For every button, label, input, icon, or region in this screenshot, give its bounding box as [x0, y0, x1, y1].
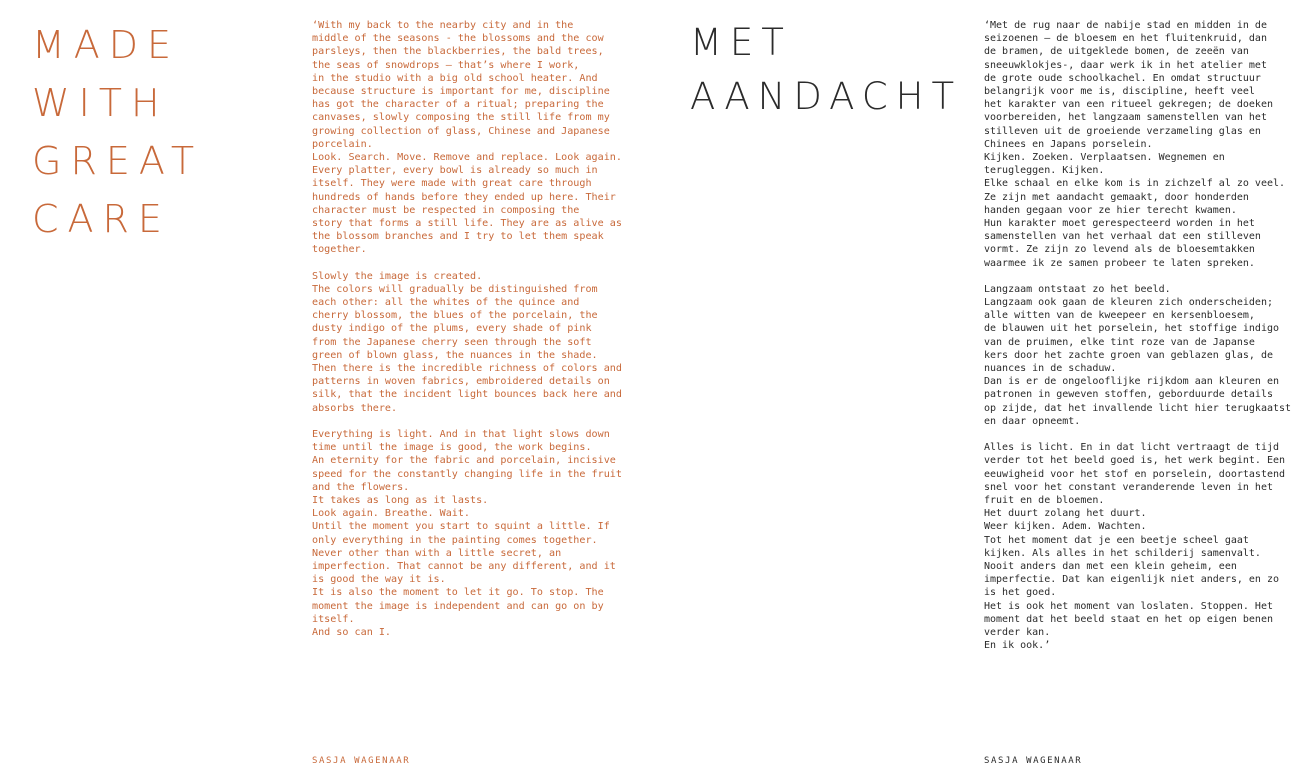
- text-line: the seas of snowdrops – that’s where I work,: [312, 59, 580, 71]
- text-line: waarmee ik ze samen probeer te laten spreken.: [984, 257, 1255, 269]
- text-line: verder tot het beeld goed is, het werk begint. Een: [984, 455, 1286, 467]
- text-line: Every platter, every bowl is already so much in: [312, 165, 598, 177]
- text-line: only everything in the painting comes together.: [312, 534, 598, 546]
- text-line: time until the image is good, the work begins.: [312, 442, 592, 454]
- dutch-title: [690, 16, 962, 124]
- text-line: En ik ook.’: [984, 640, 1051, 652]
- text-line: op zijde, dat het invallende licht hier terugkaatst: [984, 402, 1292, 414]
- text-line: terugleggen. Kijken.: [984, 165, 1105, 177]
- text-line: And so can I.: [312, 626, 392, 638]
- text-line: from the Japanese cherry seen through the soft: [312, 336, 592, 348]
- english-title: [32, 16, 203, 248]
- text-line: dusty indigo of the plums, every shade of pink: [312, 323, 592, 335]
- text-line: because structure is important for me, discipline: [312, 86, 610, 98]
- text-line: story that forms a still life. They are as alive as: [312, 218, 622, 230]
- text-line: seizoenen – de bloesem en het fluitenkruid, dan: [984, 33, 1267, 45]
- text-line: Then there is the incredible richness of colors and: [312, 363, 622, 375]
- text-line: Nooit anders dan met een klein geheim, een: [984, 560, 1237, 572]
- text-line: Elke schaal en elke kom is in zichzelf al zo veel.: [984, 178, 1286, 190]
- text-line: parsleys, then the blackberries, the bald trees,: [312, 46, 604, 58]
- paragraph: [984, 283, 1303, 428]
- text-line: het karakter van een ritueel gekregen; de doeken: [984, 99, 1273, 111]
- text-line: is het goed.: [984, 587, 1057, 599]
- text-line: kers door het zachte groen van geblazen glas, de: [984, 349, 1273, 361]
- title-line: MET: [690, 21, 792, 64]
- paragraph: [984, 19, 1303, 270]
- text-line: de bramen, de uitgeklede bomen, de zeeën van: [984, 46, 1249, 58]
- text-line: Kijken. Zoeken. Verplaatsen. Wegnemen en: [984, 152, 1225, 164]
- text-line: character must be respected in composing the: [312, 204, 580, 216]
- text-line: van de pruimen, elke tint roze van de Japanse: [984, 336, 1255, 348]
- text-line: verder kan.: [984, 626, 1051, 638]
- text-line: speed for the constantly changing life in the fruit: [312, 468, 622, 480]
- title-line: WITH: [32, 81, 169, 125]
- text-line: handen gegaan voor ze hier terecht kwamen.: [984, 204, 1237, 216]
- text-line: green of blown glass, the nuances in the shade.: [312, 349, 598, 361]
- text-line: Langzaam ook gaan de kleuren zich onderscheiden;: [984, 297, 1273, 309]
- title-line: CARE: [32, 197, 171, 241]
- text-line: Never other than with a little secret, an: [312, 547, 562, 559]
- text-line: ‘Met de rug naar de nabije stad en midden in de: [984, 20, 1267, 31]
- text-line: Het is ook het moment van loslaten. Stoppen. Het: [984, 600, 1273, 612]
- text-line: de grote oude schoolkachel. En omdat structuur: [984, 72, 1261, 84]
- text-line: fruit en de bloemen.: [984, 494, 1105, 506]
- text-line: eeuwigheid voor het stof en porselein, doortastend: [984, 468, 1286, 480]
- text-line: moment dat het beeld staat en het op eigen benen: [984, 613, 1273, 625]
- text-line: cherry blossom, the blues of the porcelain, the: [312, 310, 598, 322]
- title-line: GREAT: [32, 139, 204, 183]
- dutch-body: [984, 19, 1303, 665]
- text-line: ‘With my back to the nearby city and in the: [312, 20, 574, 31]
- text-line: Look again. Breathe. Wait.: [312, 508, 471, 520]
- paragraph: [984, 441, 1303, 652]
- text-line: imperfection. That cannot be any different, and it: [312, 560, 616, 572]
- text-line: Look. Search. Move. Remove and replace. Look again.: [312, 152, 622, 164]
- text-line: Until the moment you start to squint a little. If: [312, 521, 610, 533]
- text-line: in the studio with a big old school heater. And: [312, 72, 598, 84]
- text-line: Hun karakter moet gerespecteerd worden in het: [984, 218, 1255, 230]
- text-line: hundreds of hands before they ended up here. Their: [312, 191, 616, 203]
- text-line: belangrijk voor me is, discipline, heeft veel: [984, 86, 1255, 98]
- text-line: en daar opneemt.: [984, 415, 1081, 427]
- text-line: vormt. Ze zijn zo levend als de bloesemtakken: [984, 244, 1255, 256]
- text-line: imperfectie. Dat kan eigenlijk niet anders, en zo: [984, 574, 1280, 586]
- text-line: canvases, slowly composing the still life from my: [312, 112, 610, 124]
- text-line: Dan is er de ongelooflijke rijkdom aan kleuren en: [984, 376, 1280, 388]
- text-line: stilleven uit de groeiende verzameling glas en: [984, 125, 1261, 137]
- text-line: itself. They were made with great care through: [312, 178, 592, 190]
- text-line: and the flowers.: [312, 481, 410, 493]
- text-line: Het duurt zolang het duurt.: [984, 508, 1147, 520]
- text-line: middle of the seasons - the blossoms and the cow: [312, 33, 604, 45]
- text-line: Tot het moment dat je een beetje scheel gaat: [984, 534, 1249, 546]
- text-line: has got the character of a ritual; preparing the: [312, 99, 604, 111]
- dutch-signature: SASJA WAGENAAR: [984, 756, 1083, 766]
- text-line: Everything is light. And in that light slows down: [312, 428, 610, 440]
- text-line: together.: [312, 244, 367, 256]
- text-line: each other: all the whites of the quince and: [312, 297, 580, 309]
- text-line: absorbs there.: [312, 402, 398, 414]
- text-line: silk, that the incident light bounces back here and: [312, 389, 622, 401]
- text-line: An eternity for the fabric and porcelain, incisive: [312, 455, 616, 467]
- english-body: [312, 19, 636, 652]
- text-line: patronen in geweven stoffen, geborduurde details: [984, 389, 1273, 401]
- text-line: Slowly the image is created.: [312, 270, 483, 282]
- text-line: kijken. Als alles in het schilderij samenvalt.: [984, 547, 1261, 559]
- paragraph: [312, 19, 636, 257]
- text-line: the blossom branches and I try to let them speak: [312, 231, 604, 243]
- text-line: moment the image is independent and can go on by: [312, 600, 604, 612]
- text-line: Chinees en Japans porselein.: [984, 138, 1153, 150]
- text-line: Weer kijken. Adem. Wachten.: [984, 521, 1147, 533]
- text-line: It takes as long as it lasts.: [312, 494, 489, 506]
- title-line: AANDACHT: [690, 75, 963, 118]
- paragraph: [312, 270, 636, 415]
- text-line: patterns in woven fabrics, embroidered details on: [312, 376, 610, 388]
- paragraph: [312, 428, 636, 639]
- text-line: alle witten van de kweepeer en kersenbloesem,: [984, 310, 1255, 322]
- text-line: porcelain.: [312, 138, 373, 150]
- text-line: snel voor het constant veranderende leven in het: [984, 481, 1273, 493]
- text-line: nuances in de schaduw.: [984, 363, 1117, 375]
- text-line: voorbereiden, het langzaam samenstellen van het: [984, 112, 1267, 124]
- title-line: MADE: [32, 23, 181, 67]
- text-line: de blauwen uit het porselein, het stoffige indigo: [984, 323, 1280, 335]
- text-line: samenstellen van het verhaal dat een stilleven: [984, 231, 1261, 243]
- text-line: is good the way it is.: [312, 574, 446, 586]
- text-line: The colors will gradually be distinguished from: [312, 283, 598, 295]
- text-line: sneeuwklokjes-, daar werk ik in het atelier met: [984, 59, 1267, 71]
- text-line: It is also the moment to let it go. To stop. The: [312, 587, 604, 599]
- text-line: Alles is licht. En in dat licht vertraagt de tijd: [984, 442, 1280, 454]
- english-signature: SASJA WAGENAAR: [312, 756, 411, 766]
- text-line: growing collection of glass, Chinese and Japanese: [312, 125, 610, 137]
- text-line: Langzaam ontstaat zo het beeld.: [984, 283, 1171, 295]
- text-line: Ze zijn met aandacht gemaakt, door honderden: [984, 191, 1249, 203]
- text-line: itself.: [312, 613, 355, 625]
